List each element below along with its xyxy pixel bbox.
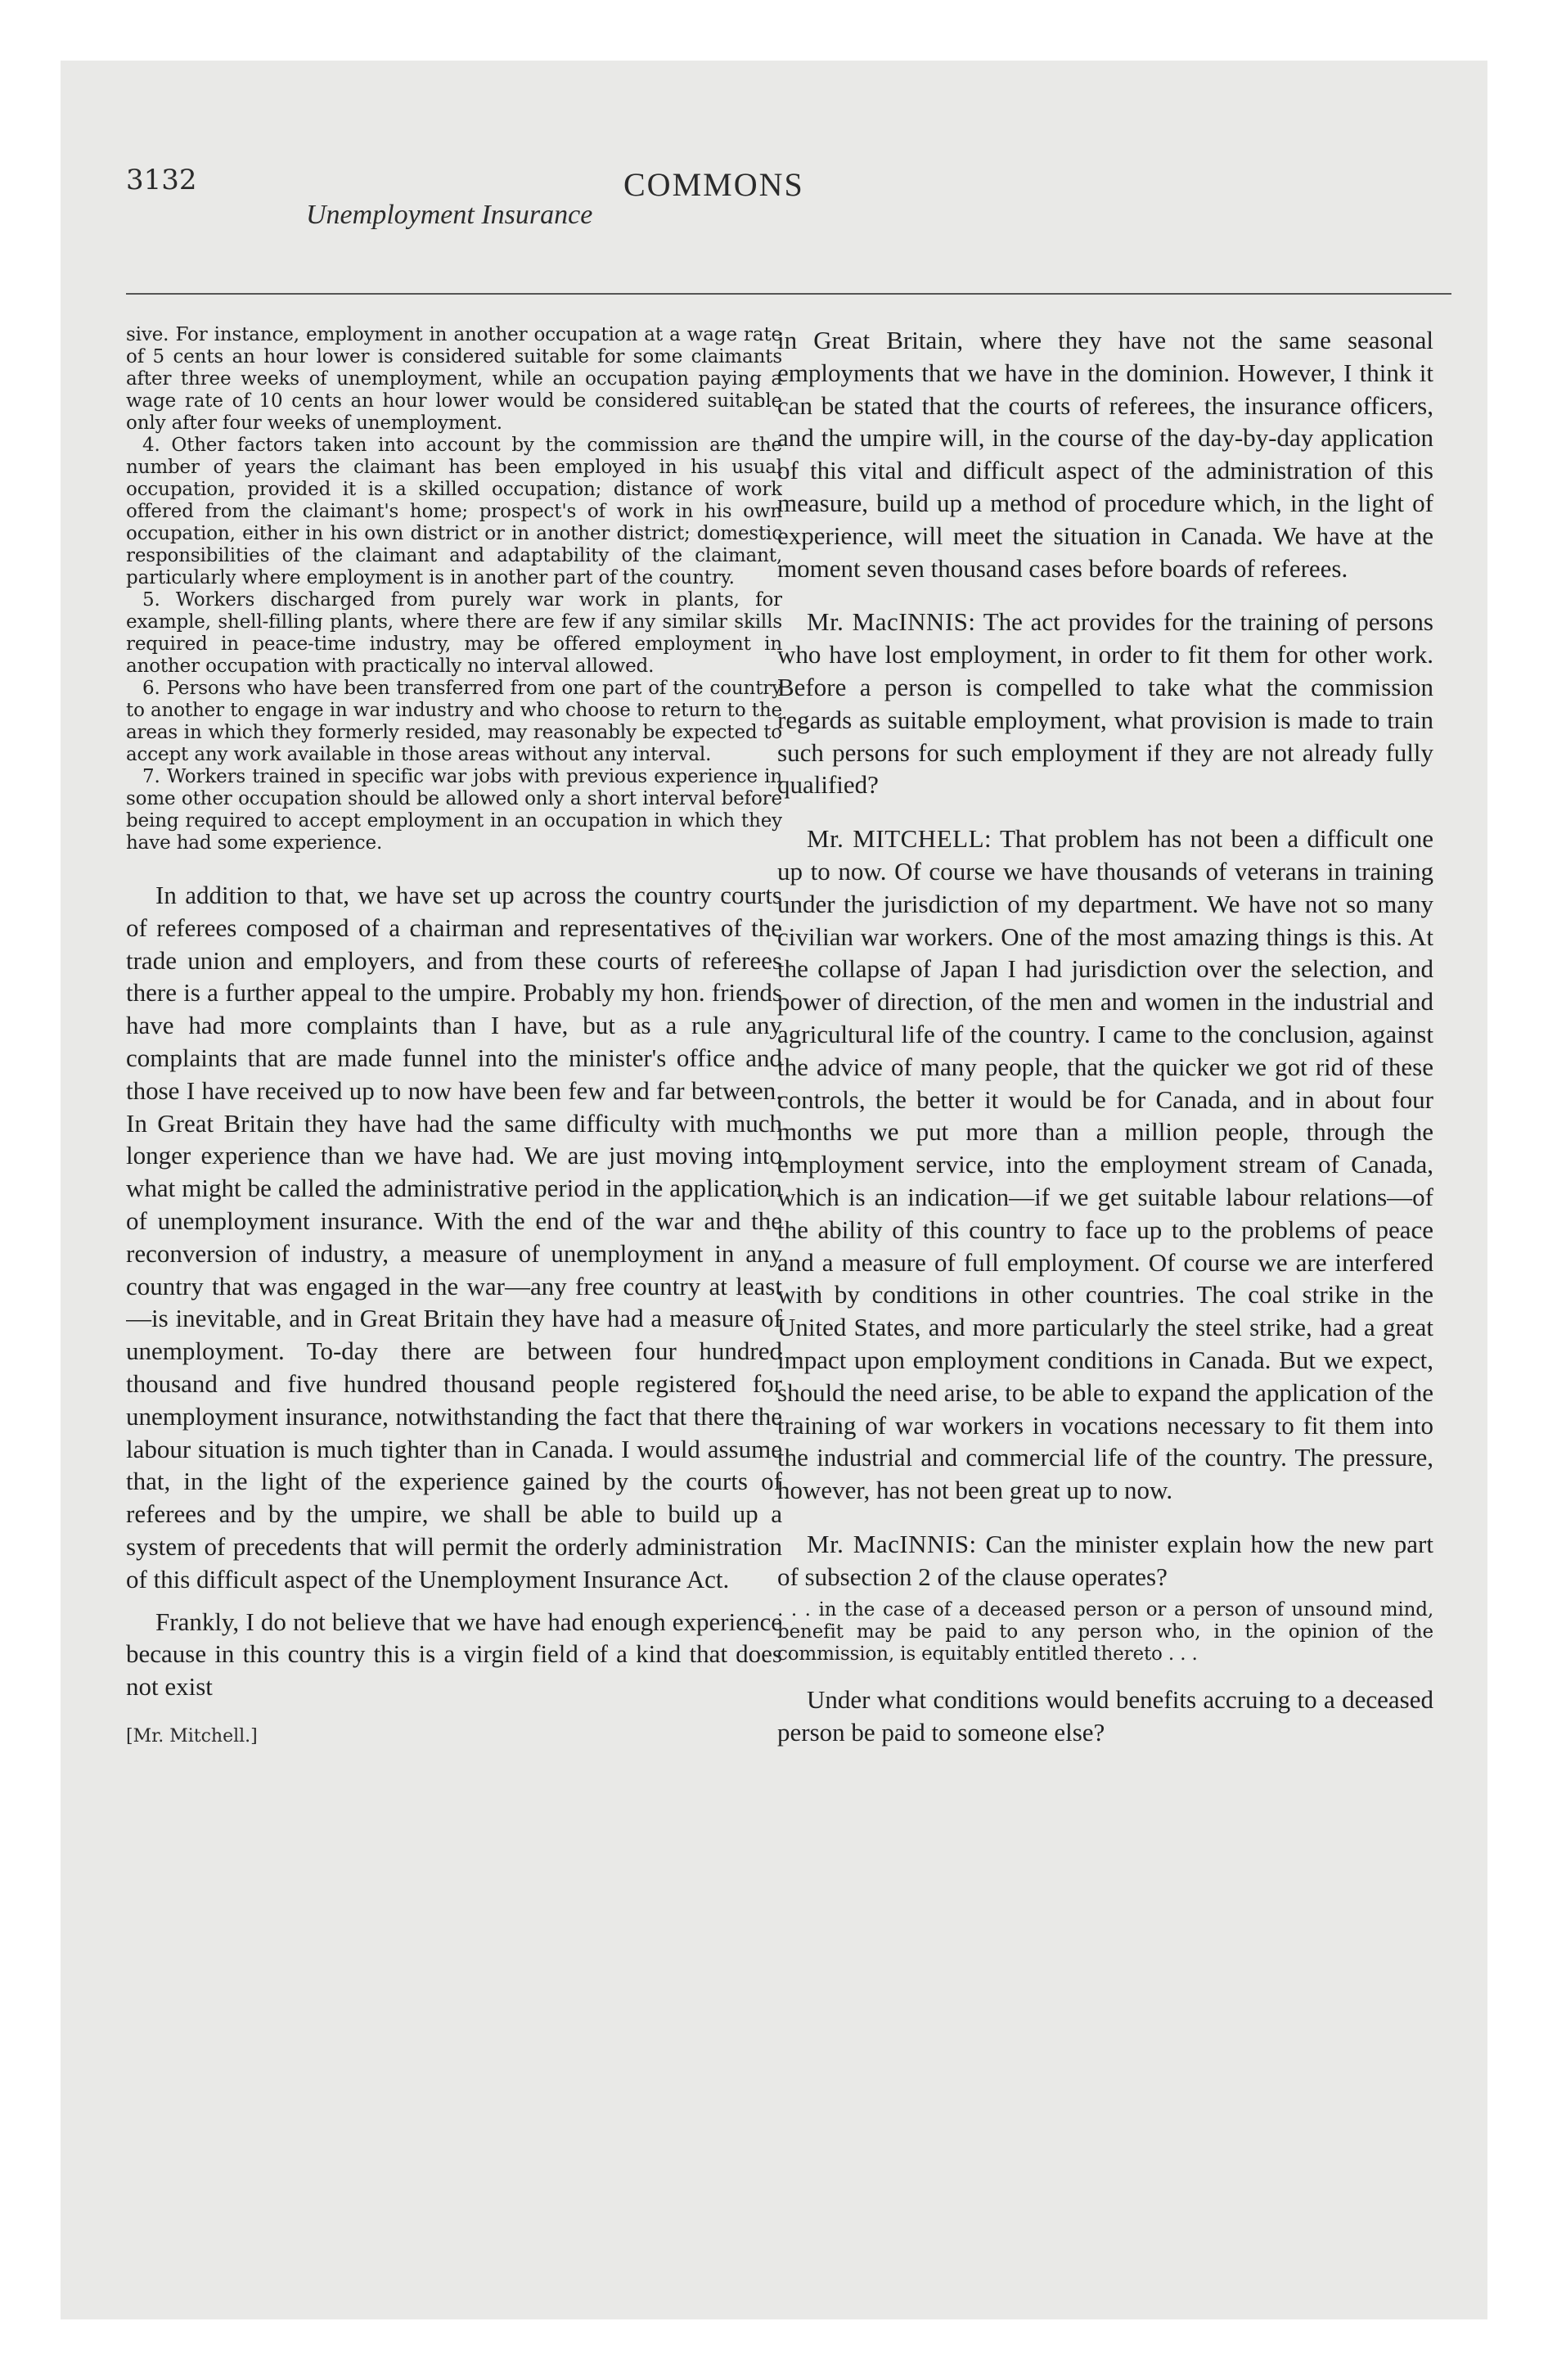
speaker-name: Mr. MITCHELL: <box>807 824 992 854</box>
right-column <box>777 324 1433 2280</box>
running-title: COMMONS <box>623 166 804 203</box>
quoted-clause: . . . in the case of a deceased person or a person of unsound mind, benefit may be paid to any person who, in the opinion of the commission, is equitably entitled thereto . . . <box>777 1599 1433 1666</box>
speech-text: Can the minister explain how the new part of subsection 2 of the clause operates? <box>777 1529 1433 1591</box>
left-column <box>126 324 782 2280</box>
quote-paragraph: 7. Workers trained in specific war jobs with previous experience in some other occupation should be allowed only a short interval before being required to accept employment in an occupation in which they have had some experience. <box>126 766 782 854</box>
body-paragraph: Frankly, I do not believe that we have had enough experience because in this country this is a virgin field of a kind that does not exist <box>126 1607 782 1702</box>
body-paragraph: Under what conditions would benefits accruing to a deceased person be paid to someone else? <box>777 1685 1433 1747</box>
header-rule <box>126 293 1451 295</box>
speech-text: That problem has not been a difficult one up to now. Of course we have thousands of veterans in training under the jurisdiction of my department. We have not so many civilian war workers. One of the most amazing things is this. At the collapse of Japan I had jurisdiction over the selection, and power of direction, of the men and women in the industrial and agricultural life of the country. I came to the conclusion, against the advice of many people, that the quicker we got rid of these controls, the better it would be for Canada, and in about four months we put more than a million people, through the employment service, into the employment stream of Canada, which is an indication—if we get suitable labour relations—of the ability of this country to face up to the problems of peace and a measure of full employment. Of course we are interfered with by conditions in other countries. The coal strike in the United States, and more particularly the steel strike, had a great impact upon employment conditions in Canada. But we expect, should the need arise, to be able to expand the application of the training of war workers in vocations necessary to fit them into the industrial and commercial life of the country. The pressure, however, has not been great up to now. <box>777 824 1433 1505</box>
section-subtitle: Unemployment Insurance <box>306 200 593 230</box>
quote-paragraph: 5. Workers discharged from purely war work in plants, for example, shell-filling plants, where there are few if any similar skills required in peace-time industry, may be offered employment in another occupation with practically no interval allowed. <box>126 589 782 677</box>
speaker-name: Mr. MacINNIS: <box>807 1529 977 1558</box>
speech-paragraph <box>777 606 1433 801</box>
page-header <box>126 164 1451 295</box>
quote-paragraph: 6. Persons who have been transferred from one part of the country to another to engage in war industry and who choose to return to the areas in which they formerly resided, may reasonably be expected to accept any work available in those areas without any interval. <box>126 678 782 765</box>
speech-text: The act provides for the training of persons who have lost employment, in order to fit them for other work. Before a person is compelled to take what the commission regards as suitable employment, what provision is made to train such persons for such employment if they are not already fully qualified? <box>777 607 1433 800</box>
quote-paragraph: sive. For instance, employment in another occupation at a wage rate of 5 cents an hour lower is considered suitable for some claimants after three weeks of unemployment, while an occupation paying a wage rate of 10 cents an hour lower would be considered suitable only after four weeks of unemployment. <box>126 324 782 434</box>
page-number: 3132 <box>126 164 197 196</box>
quoted-regulations <box>126 324 782 854</box>
speech-paragraph <box>777 823 1433 1507</box>
speaker-attribution: [Mr. Mitchell.] <box>126 1725 258 1747</box>
body-paragraph: In addition to that, we have set up across the country courts of referees composed of a chairman and representatives of the trade union and employers, and from these courts of referees there is a further appeal to the umpire. Probably my hon. friends have had more complaints than I have, but as a rule any complaints that are made funnel into the minister's office and those I have received up to now have been few and far between. In Great Britain they have had the same difficulty with much longer experience than we have had. We are just moving into what might be called the administrative period in the application of unemployment insurance. With the end of the war and the reconversion of industry, a measure of unemployment in any country that was engaged in the war—any free country at least—is inevitable, and in Great Britain they have had a measure of unemployment. To-day there are between four hundred thousand and five hundred thousand people registered for unemployment insurance, notwithstanding the fact that there the labour situation is much tighter than in Canada. I would assume that, in the light of the experience gained by the courts of referees and by the umpire, we shall be able to build up a system of precedents that will permit the orderly administration of this difficult aspect of the Unemployment Insurance Act. <box>126 881 782 1593</box>
page-scan <box>61 61 1487 2319</box>
quote-paragraph: 4. Other factors taken into account by the commission are the number of years the claimant has been employed in his usual occupation, provided it is a skilled occupation; distance of work offered from the claimant's home; prospect's of work in his own occupation, either in his own district or in another district; domestic responsibilities of the claimant and adaptability of the claimant, particularly where employment is in another part of the country. <box>126 435 782 588</box>
body-paragraph: in Great Britain, where they have not the same seasonal employments that we have in the dominion. However, I think it can be stated that the courts of referees, the insurance officers, and the umpire will, in the course of the day-by-day application of this vital and difficult aspect of the administration of this measure, build up a method of procedure which, in the light of experience, will meet the situation in Canada. We have at the moment seven thousand cases before boards of referees. <box>777 326 1433 583</box>
speaker-name: Mr. MacINNIS: <box>807 607 976 637</box>
speech-paragraph <box>777 1528 1433 1593</box>
